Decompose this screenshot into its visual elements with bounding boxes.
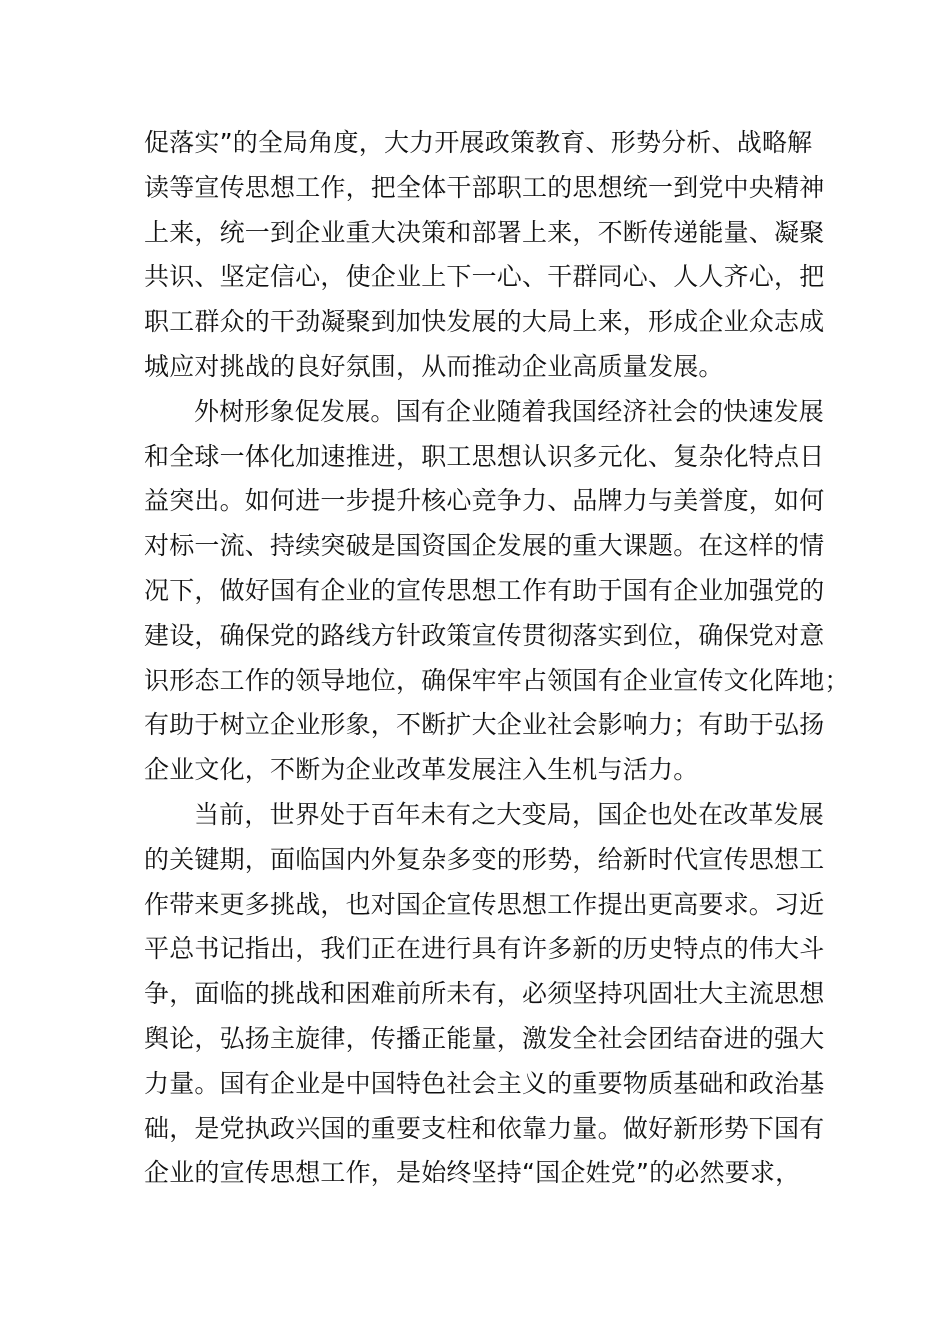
- text-line: 益突出。如何进一步提升核心竞争力、品牌力与美誉度，如何: [144, 486, 825, 516]
- text-line: 外树形象促发展。国有企业随着我国经济社会的快速发展: [194, 396, 825, 426]
- text-line: 作带来更多挑战，也对国企宣传思想工作提出更高要求。习近: [144, 889, 825, 919]
- text-line: 力量。国有企业是中国特色社会主义的重要物质基础和政治基: [144, 1068, 825, 1098]
- text-line: 企业的宣传思想工作，是始终坚持“国企姓党”的必然要求，: [144, 1158, 801, 1188]
- text-line: 的关键期，面临国内外复杂多变的形势，给新时代宣传思想工: [144, 844, 825, 874]
- text-line: 有助于树立企业形象，不断扩大企业社会影响力；有助于弘扬: [144, 710, 825, 740]
- text-line: 平总书记指出，我们正在进行具有许多新的历史特点的伟大斗: [144, 934, 825, 964]
- text-line: 和全球一体化加速推进，职工思想认识多元化、复杂化特点日: [144, 441, 825, 471]
- text-line: 争，面临的挑战和困难前所未有，必须坚持巩固壮大主流思想: [144, 979, 825, 1009]
- text-line: 础，是党执政兴国的重要支柱和依靠力量。做好新形势下国有: [144, 1113, 825, 1143]
- text-line: 况下，做好国有企业的宣传思想工作有助于国有企业加强党的: [144, 575, 825, 605]
- text-line: 城应对挑战的良好氛围，从而推动企业高质量发展。: [144, 351, 724, 381]
- document-page: [144, 121, 850, 1196]
- text-line: 共识、坚定信心，使企业上下一心、干群同心、人人齐心，把: [144, 262, 825, 292]
- text-line: 读等宣传思想工作，把全体干部职工的思想统一到党中央精神: [144, 172, 825, 202]
- text-line: 企业文化，不断为企业改革发展注入生机与活力。: [144, 755, 699, 785]
- text-line: 上来，统一到企业重大决策和部署上来，不断传递能量、凝聚: [144, 217, 825, 247]
- text-line: 对标一流、持续突破是国资国企发展的重大课题。在这样的情: [144, 531, 825, 561]
- text-line: 当前，世界处于百年未有之大变局，国企也处在改革发展: [194, 799, 825, 829]
- text-line: 识形态工作的领导地位，确保牢牢占领国有企业宣传文化阵地；: [144, 665, 850, 695]
- text-line: 舆论，弘扬主旋律，传播正能量，激发全社会团结奋进的强大: [144, 1023, 825, 1053]
- text-line: 促落实”的全局角度，大力开展政策教育、形势分析、战略解: [144, 128, 813, 157]
- text-line: 职工群众的干劲凝聚到加快发展的大局上来，形成企业众志成: [144, 307, 825, 337]
- text-line: 建设，确保党的路线方针政策宣传贯彻落实到位，确保党对意: [144, 620, 825, 650]
